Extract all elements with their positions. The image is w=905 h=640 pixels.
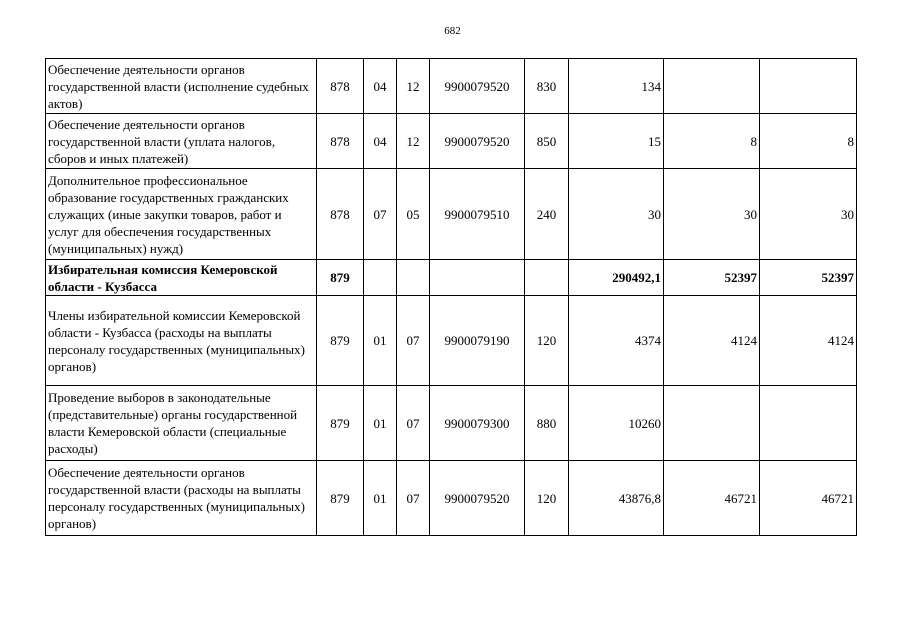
row-name: Обеспечение деятельности органов государственной власти (уплата налогов, сборов и иных платежей) (46, 114, 317, 169)
ministry-code: 879 (317, 260, 364, 296)
section-code: 04 (364, 114, 397, 169)
target-article-code (430, 260, 525, 296)
ministry-code: 878 (317, 114, 364, 169)
subsection-code: 12 (397, 59, 430, 114)
section-code: 07 (364, 169, 397, 260)
subsection-code: 07 (397, 386, 430, 461)
expense-type-code: 240 (525, 169, 569, 260)
expense-type-code: 120 (525, 296, 569, 386)
section-code: 01 (364, 386, 397, 461)
row-name: Обеспечение деятельности органов государственной власти (исполнение судебных актов) (46, 59, 317, 114)
amount-year-2: 30 (664, 169, 760, 260)
subsection-code: 07 (397, 461, 430, 536)
amount-year-2 (664, 386, 760, 461)
amount-year-1: 134 (569, 59, 664, 114)
ministry-code: 878 (317, 169, 364, 260)
table-row (46, 296, 857, 386)
amount-year-2: 8 (664, 114, 760, 169)
amount-year-3: 52397 (760, 260, 857, 296)
amount-year-2: 46721 (664, 461, 760, 536)
target-article-code: 9900079190 (430, 296, 525, 386)
row-name: Проведение выборов в законодательные (представительные) органы государственной власти Кемеровской области (специальные расходы) (46, 386, 317, 461)
table-row (46, 114, 857, 169)
subsection-code: 07 (397, 296, 430, 386)
table-row (46, 461, 857, 536)
amount-year-3 (760, 386, 857, 461)
table-row (46, 59, 857, 114)
table-row (46, 169, 857, 260)
expense-type-code: 880 (525, 386, 569, 461)
section-code: 04 (364, 59, 397, 114)
amount-year-1: 30 (569, 169, 664, 260)
amount-year-1: 43876,8 (569, 461, 664, 536)
table-row (46, 386, 857, 461)
target-article-code: 9900079510 (430, 169, 525, 260)
subsection-code (397, 260, 430, 296)
ministry-code: 879 (317, 461, 364, 536)
amount-year-3: 8 (760, 114, 857, 169)
section-name: Избирательная комиссия Кемеровской области - Кузбасса (46, 260, 317, 296)
ministry-code: 879 (317, 296, 364, 386)
section-code: 01 (364, 461, 397, 536)
amount-year-3 (760, 59, 857, 114)
expense-type-code: 120 (525, 461, 569, 536)
amount-year-1: 4374 (569, 296, 664, 386)
amount-year-2 (664, 59, 760, 114)
target-article-code: 9900079300 (430, 386, 525, 461)
amount-year-3: 30 (760, 169, 857, 260)
expense-type-code: 830 (525, 59, 569, 114)
target-article-code: 9900079520 (430, 59, 525, 114)
row-name: Члены избирательной комиссии Кемеровской области - Кузбасса (расходы на выплаты персоналу государственных (муниципальных) органов) (46, 296, 317, 386)
subsection-code: 12 (397, 114, 430, 169)
amount-year-1: 290492,1 (569, 260, 664, 296)
subsection-code: 05 (397, 169, 430, 260)
ministry-code: 879 (317, 386, 364, 461)
page-number: 682 (444, 25, 461, 37)
amount-year-1: 10260 (569, 386, 664, 461)
amount-year-3: 46721 (760, 461, 857, 536)
expense-type-code (525, 260, 569, 296)
amount-year-1: 15 (569, 114, 664, 169)
amount-year-2: 52397 (664, 260, 760, 296)
table-row-section (46, 260, 857, 296)
ministry-code: 878 (317, 59, 364, 114)
section-code: 01 (364, 296, 397, 386)
target-article-code: 9900079520 (430, 114, 525, 169)
expense-type-code: 850 (525, 114, 569, 169)
row-name: Обеспечение деятельности органов государственной власти (расходы на выплаты персоналу государственных (муниципальных) органов) (46, 461, 317, 536)
amount-year-2: 4124 (664, 296, 760, 386)
row-name: Дополнительное профессиональное образование государственных гражданских служащих (иные закупки товаров, работ и услуг для обеспечения государственных (муниципальных) нужд) (46, 169, 317, 260)
amount-year-3: 4124 (760, 296, 857, 386)
section-code (364, 260, 397, 296)
target-article-code: 9900079520 (430, 461, 525, 536)
budget-table (45, 58, 857, 536)
